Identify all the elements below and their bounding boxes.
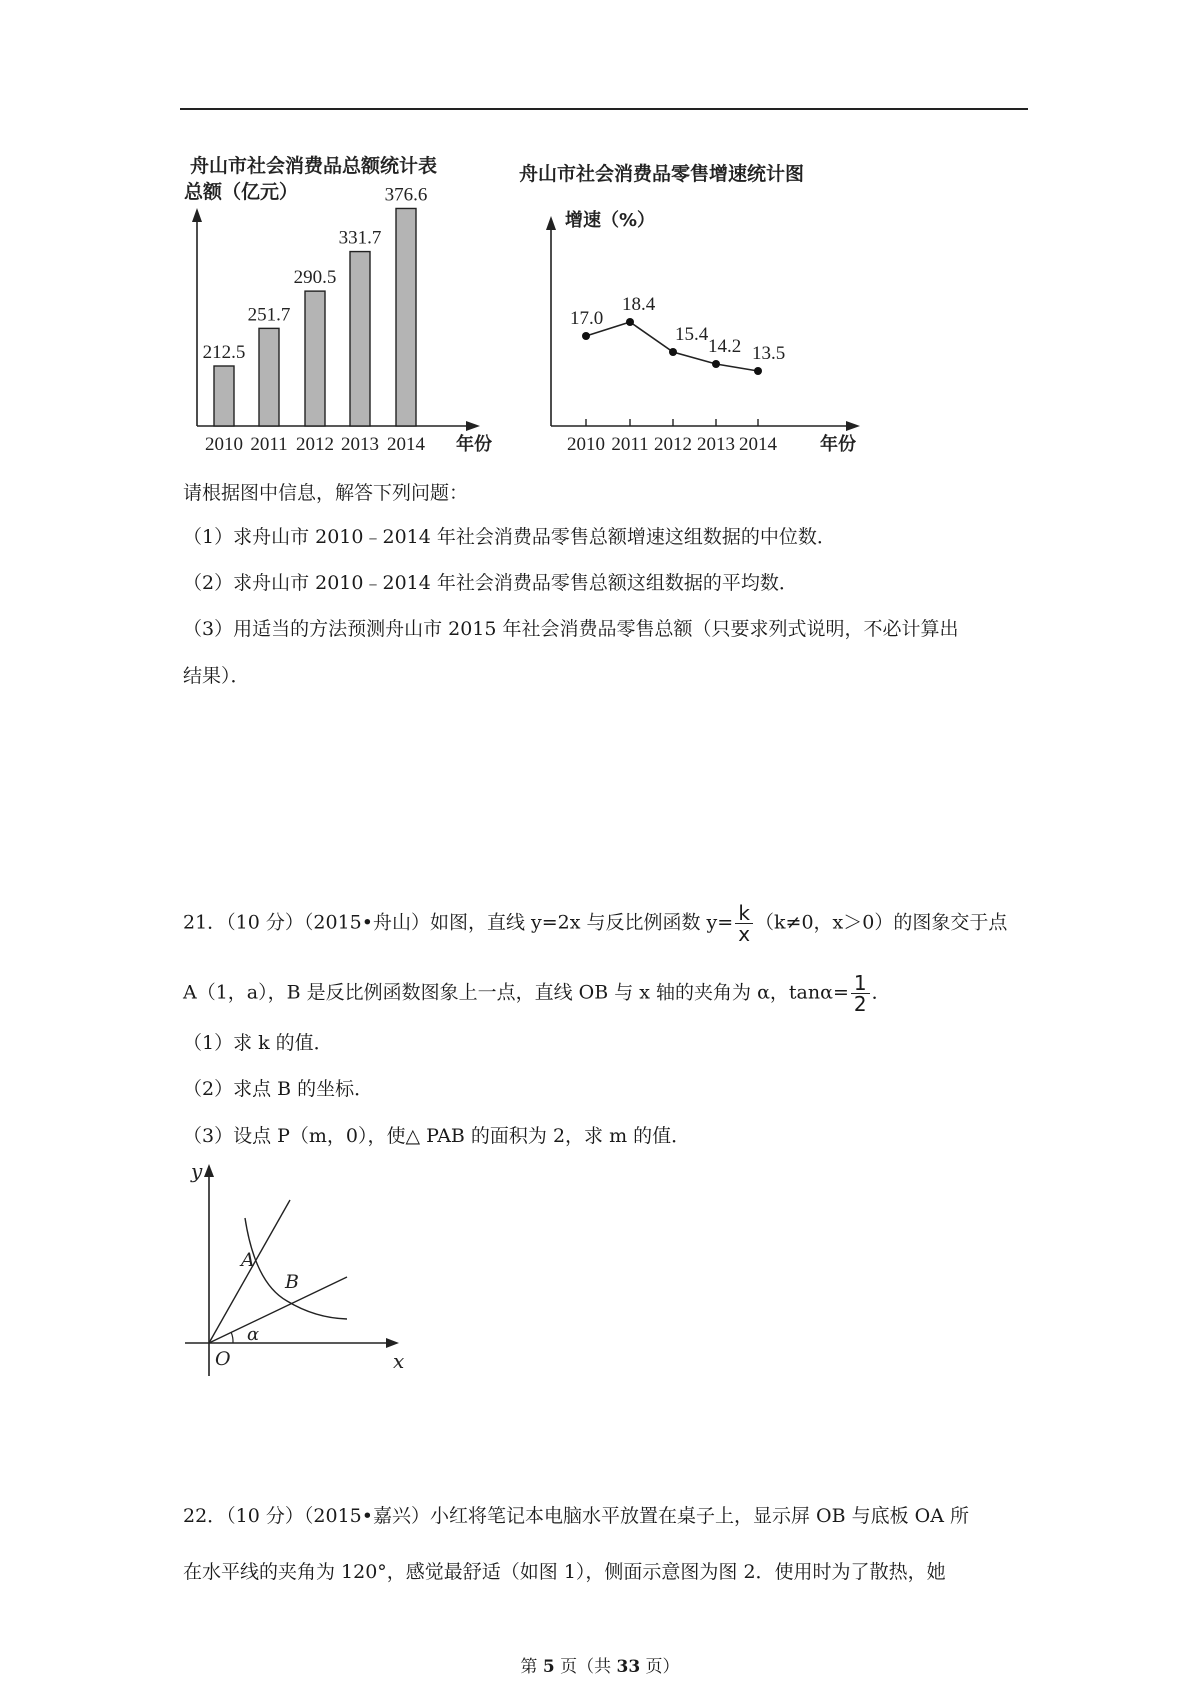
q20-part1: （1）求舟山市 2010﹣2014 年社会消费品零售总额增速这组数据的中位数． — [183, 526, 836, 548]
growth-point-2013 — [712, 360, 720, 368]
bar-2014 — [396, 208, 416, 426]
bar-chart-title: 舟山市社会消费品总额统计表 — [190, 155, 438, 177]
fraction-numerator: k — [735, 903, 753, 924]
bar-x-tick-label: 2012 — [296, 434, 334, 455]
q21-line2 — [183, 973, 891, 1014]
bar-chart-x-arrow — [466, 421, 480, 431]
header-rule — [180, 108, 1028, 110]
fraction-numerator: 1 — [851, 973, 870, 994]
growth-value-label: 15.4 — [675, 324, 709, 345]
q21-part1: （1）求 k 的值． — [183, 1032, 333, 1054]
figure-label-x: x — [393, 1349, 405, 1373]
line-oa — [209, 1200, 290, 1343]
bar-x-tick-label: 2010 — [205, 434, 243, 455]
growth-point-2011 — [626, 318, 634, 326]
bar-chart-ylabel: 总额（亿元） — [184, 181, 299, 203]
growth-value-label: 17.0 — [570, 308, 604, 329]
bar-value-label: 376.6 — [384, 184, 428, 206]
footer-mid: 页（共 — [554, 1657, 617, 1677]
line-x-tick-label: 2011 — [611, 434, 649, 455]
footer-post: 页） — [640, 1657, 680, 1677]
fraction-k-over-x — [735, 903, 753, 944]
line-chart-y-arrow — [546, 216, 556, 230]
q20-part3-line1: （3）用适当的方法预测舟山市 2015 年社会消费品零售总额（只要求列式说明，不必计算出 — [183, 618, 959, 640]
fraction-denominator: 2 — [853, 992, 867, 1016]
q21-line2-start: A（1，a），B 是反比例函数图象上一点，直线 OB 与 x 轴的夹角为 α，tanα= — [183, 981, 849, 1004]
line-chart-ylabel: 增速（%） — [565, 210, 656, 231]
figure-label-y: y — [191, 1159, 203, 1183]
bar-x-tick-label: 2014 — [387, 434, 425, 455]
line-x-tick-label: 2013 — [697, 434, 735, 455]
growth-point-2014 — [754, 367, 762, 375]
figure-y-arrow — [204, 1164, 214, 1177]
footer-pre: 第 — [520, 1657, 543, 1677]
fraction-denominator: x — [738, 922, 751, 946]
page-footer — [0, 1652, 1200, 1677]
q21-figure — [175, 1158, 415, 1380]
fraction-one-half — [851, 973, 870, 1014]
bar-x-tick-label: 2013 — [341, 434, 379, 455]
line-chart — [515, 158, 875, 463]
q21-line2-end: ． — [871, 981, 891, 1004]
growth-point-2010 — [582, 332, 590, 340]
figure-label-a: A — [241, 1249, 255, 1271]
q20-part2: （2）求舟山市 2010﹣2014 年社会消费品零售总额这组数据的平均数． — [183, 572, 798, 594]
footer-total-pages: 33 — [616, 1657, 641, 1677]
bar-value-label: 251.7 — [247, 304, 291, 326]
figure-label-alpha: α — [247, 1324, 260, 1345]
line-chart-title: 舟山市社会消费品零售增速统计图 — [519, 163, 805, 185]
bar-chart-y-arrow — [192, 208, 202, 222]
bar-2013 — [350, 252, 370, 426]
q20-intro: 请根据图中信息，解答下列问题： — [183, 482, 469, 504]
q21-line1-start: 21．（10 分）（2015•舟山）如图，直线 y=2x 与反比例函数 y= — [183, 911, 734, 934]
bar-2012 — [305, 291, 325, 426]
bar-value-label: 290.5 — [293, 267, 337, 289]
bar-value-label: 331.7 — [338, 227, 382, 249]
line-chart-xlabel: 年份 — [820, 434, 856, 455]
figure-label-b: B — [285, 1271, 299, 1293]
q22-line1: 22．（10 分）（2015•嘉兴）小红将笔记本电脑水平放置在桌子上，显示屏 OB 与底板 OA 所 — [183, 1505, 969, 1527]
q21-part2: （2）求点 B 的坐标． — [183, 1078, 374, 1100]
growth-value-label: 14.2 — [708, 336, 742, 357]
q22-line2: 在水平线的夹角为 120°，感觉最舒适（如图 1），侧面示意图为图 2．使用时为了散热，她 — [183, 1561, 946, 1583]
bar-2011 — [259, 328, 279, 426]
line-x-tick-label: 2012 — [654, 434, 692, 455]
angle-arc — [231, 1332, 233, 1343]
figure-x-arrow — [386, 1338, 399, 1348]
q21-line1 — [183, 903, 1007, 944]
bar-chart-bars — [203, 184, 428, 455]
bar-value-label: 212.5 — [202, 342, 246, 363]
figure-label-o: O — [215, 1348, 231, 1370]
footer-page-number: 5 — [542, 1657, 555, 1677]
line-chart-x-arrow — [846, 421, 860, 431]
bar-2010 — [214, 366, 234, 426]
hyperbola-curve — [245, 1218, 347, 1319]
growth-value-label: 13.5 — [752, 343, 786, 364]
q21-part3: （3）设点 P（m，0），使△ PAB 的面积为 2，求 m 的值． — [183, 1125, 691, 1147]
q20-part3-line2: 结果）． — [183, 665, 250, 687]
bar-x-tick-label: 2011 — [250, 434, 288, 455]
bar-chart — [180, 150, 510, 460]
growth-value-label: 18.4 — [622, 294, 656, 315]
line-ob — [209, 1277, 347, 1343]
line-x-tick-label: 2010 — [567, 434, 605, 455]
line-chart-series — [567, 294, 785, 455]
growth-point-2012 — [669, 348, 677, 356]
line-x-tick-label: 2014 — [739, 434, 777, 455]
bar-chart-xlabel: 年份 — [456, 434, 492, 455]
q21-line1-end: （k≠0，x＞0）的图象交于点 — [755, 911, 1008, 934]
